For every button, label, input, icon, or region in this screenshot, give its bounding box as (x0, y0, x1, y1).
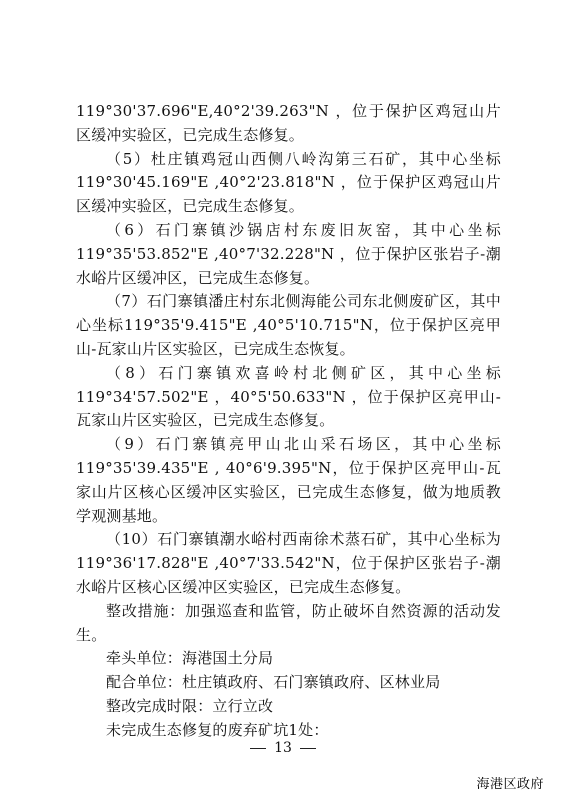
paragraph-coordinate-continuation: 119°30'37.696"E,40°2'39.263"N ，位于保护区鸡冠山片区缓冲实验区，已完成生态修复。 (76, 102, 501, 144)
paragraph-item-7: （7）石门寨镇潘庄村东北侧海能公司东北侧废矿区，其中心坐标119°35'9.415"E ,40°5'10.715"N，位于保护区亮甲山-瓦家山片区实验区，已完成生态恢复。 (76, 292, 501, 358)
page-number-right-dash (300, 748, 316, 749)
paragraph-rectification-measures: 整改措施：加强巡查和监管，防止破坏自然资源的活动发生。 (76, 601, 501, 644)
paragraph-lead-unit: 牵头单位：海港国土分局 (106, 649, 274, 668)
page-number (0, 740, 566, 756)
paragraph-unfinished-pits: 未完成生态修复的废弃矿坑1处： (106, 720, 329, 739)
document-body (76, 100, 501, 743)
paragraph-item-10: （10）石门寨镇潮水峪村西南徐术蒸石矿，其中心坐标为119°36'17.828"E ,40°7'33.542"N，位于保护区张岩子-潮水峪片区核心区缓冲区实验区，已完成生态修复。 (76, 530, 501, 596)
page-number-value: 13 (274, 740, 292, 756)
page-number-left-dash (250, 748, 266, 749)
paragraph-item-5: （5）杜庄镇鸡冠山西侧八岭沟第三石矿，其中心坐标119°30'45.169"E ,40°2'23.818"N ，位于保护区鸡冠山片区缓冲实验区，已完成生态修复。 (76, 149, 501, 216)
paragraph-deadline: 整改完成时限：立行立改 (106, 696, 274, 715)
paragraph-cooperating-units: 配合单位：杜庄镇政府、石门寨镇政府、区林业局 (106, 673, 441, 692)
paragraph-item-8: （8）石门寨镇欢喜岭村北侧矿区，其中心坐标119°34'57.502"E ，40°5'50.633"N ，位于保护区亮甲山-瓦家山片区实验区，已完成生态修复。 (76, 363, 501, 430)
paragraph-item-9: （9）石门寨镇亮甲山北山采石场区，其中心坐标119°35'39.435"E , 40°6'9.395"N，位于保护区亮甲山-瓦家山片区核心区缓冲区实验区，已完成生态修复，做为地质教学观测基地。 (76, 435, 501, 525)
source-watermark: 海港区政府 (476, 777, 544, 792)
paragraph-item-6: （6）石门寨镇沙锅店村东废旧灰窑，其中心坐标119°35'53.852"E ,40°7'32.228"N ，位于保护区张岩子-潮水峪片区缓冲区，已完成生态修复。 (76, 220, 501, 287)
